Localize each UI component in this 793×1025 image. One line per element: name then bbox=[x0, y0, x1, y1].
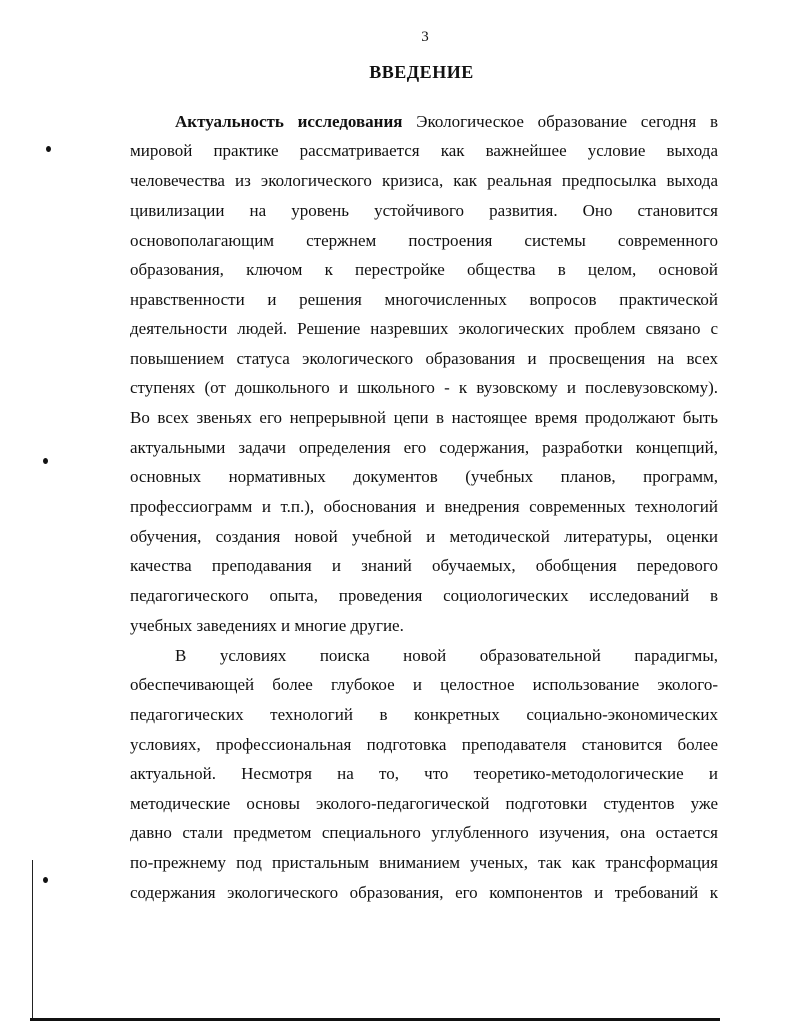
line-text: ступенях (от дошкольного и школьного - к вузовскому и послевузовскому). bbox=[130, 378, 718, 397]
text-line bbox=[130, 764, 718, 784]
line-text: обучения, создания новой учебной и методической литературы, оценки bbox=[130, 527, 718, 546]
text-line bbox=[130, 408, 718, 428]
text-line bbox=[130, 823, 718, 843]
line-text: качества преподавания и знаний обучаемых, обобщения передового bbox=[130, 556, 718, 575]
text-line bbox=[130, 467, 718, 487]
line-text: профессиограмм и т.п.), обоснования и внедрения современных технологий bbox=[130, 497, 718, 516]
text-line bbox=[130, 527, 718, 547]
text-line bbox=[175, 646, 718, 666]
line-text: учебных заведениях и многие другие. bbox=[130, 616, 404, 635]
text-line bbox=[130, 853, 718, 873]
line-text: мировой практике рассматривается как важнейшее условие выхода bbox=[130, 141, 718, 160]
text-line bbox=[130, 319, 718, 339]
line-text: содержания экологического образования, его компонентов и требований к bbox=[130, 883, 718, 902]
text-line bbox=[130, 201, 718, 221]
text-line bbox=[130, 883, 718, 903]
line-text: педагогических технологий в конкретных социально-экономических bbox=[130, 705, 718, 724]
text-line bbox=[130, 556, 718, 576]
line-text: актуальными задачи определения его содержания, разработки концепций, bbox=[130, 438, 718, 457]
lead-bold: Актуальность исследования bbox=[175, 112, 403, 131]
scan-artifact bbox=[43, 877, 48, 883]
text-line bbox=[130, 675, 718, 695]
line-text: Экологическое образование сегодня в bbox=[402, 112, 718, 131]
line-text: актуальной. Несмотря на то, что теоретико-методологические и bbox=[130, 764, 718, 783]
line-text: по-прежнему под пристальным вниманием ученых, так как трансформация bbox=[130, 853, 718, 872]
text-line bbox=[130, 705, 718, 725]
line-text: давно стали предметом специального углубленного изучения, она остается bbox=[130, 823, 718, 842]
line-text: основных нормативных документов (учебных планов, программ, bbox=[130, 467, 718, 486]
line-text: В условиях поиска новой образовательной парадигмы, bbox=[175, 646, 718, 665]
line-text: Во всех звеньях его непрерывной цепи в настоящее время продолжают быть bbox=[130, 408, 718, 427]
line-text: методические основы эколого-педагогической подготовки студентов уже bbox=[130, 794, 718, 813]
scan-edge-line bbox=[32, 860, 33, 1020]
line-text: педагогического опыта, проведения социологических исследований в bbox=[130, 586, 718, 605]
line-text: условиях, профессиональная подготовка преподавателя становится более bbox=[130, 735, 718, 754]
text-line bbox=[130, 586, 718, 606]
text-line bbox=[130, 616, 718, 636]
line-text: обеспечивающей более глубокое и целостное использование эколого- bbox=[130, 675, 718, 694]
text-line bbox=[130, 378, 718, 398]
text-line bbox=[130, 290, 718, 310]
text-line bbox=[130, 794, 718, 814]
line-text: образования, ключом к перестройке общества в целом, основой bbox=[130, 260, 718, 279]
page-number: 3 bbox=[421, 29, 429, 45]
text-line bbox=[130, 438, 718, 458]
scan-artifact bbox=[43, 458, 48, 464]
line-text: нравственности и решения многочисленных вопросов практической bbox=[130, 290, 718, 309]
text-line bbox=[130, 260, 718, 280]
line-text: повышением статуса экологического образования и просвещения на всех bbox=[130, 349, 718, 368]
scan-bottom-edge bbox=[30, 1018, 720, 1021]
text-line bbox=[130, 735, 718, 755]
text-line bbox=[130, 497, 718, 517]
section-heading: ВВЕДЕНИЕ bbox=[369, 62, 474, 82]
line-text: деятельности людей. Решение назревших экологических проблем связано с bbox=[130, 319, 718, 338]
scan-artifact bbox=[46, 146, 51, 152]
text-line bbox=[130, 349, 718, 369]
line-text: человечества из экологического кризиса, как реальная предпосылка выхода bbox=[130, 171, 718, 190]
line-text: основополагающим стержнем построения системы современного bbox=[130, 231, 718, 250]
text-line bbox=[130, 171, 718, 191]
text-line bbox=[175, 112, 718, 132]
text-line bbox=[130, 231, 718, 251]
text-line bbox=[130, 141, 718, 161]
line-text: цивилизации на уровень устойчивого развития. Оно становится bbox=[130, 201, 718, 220]
